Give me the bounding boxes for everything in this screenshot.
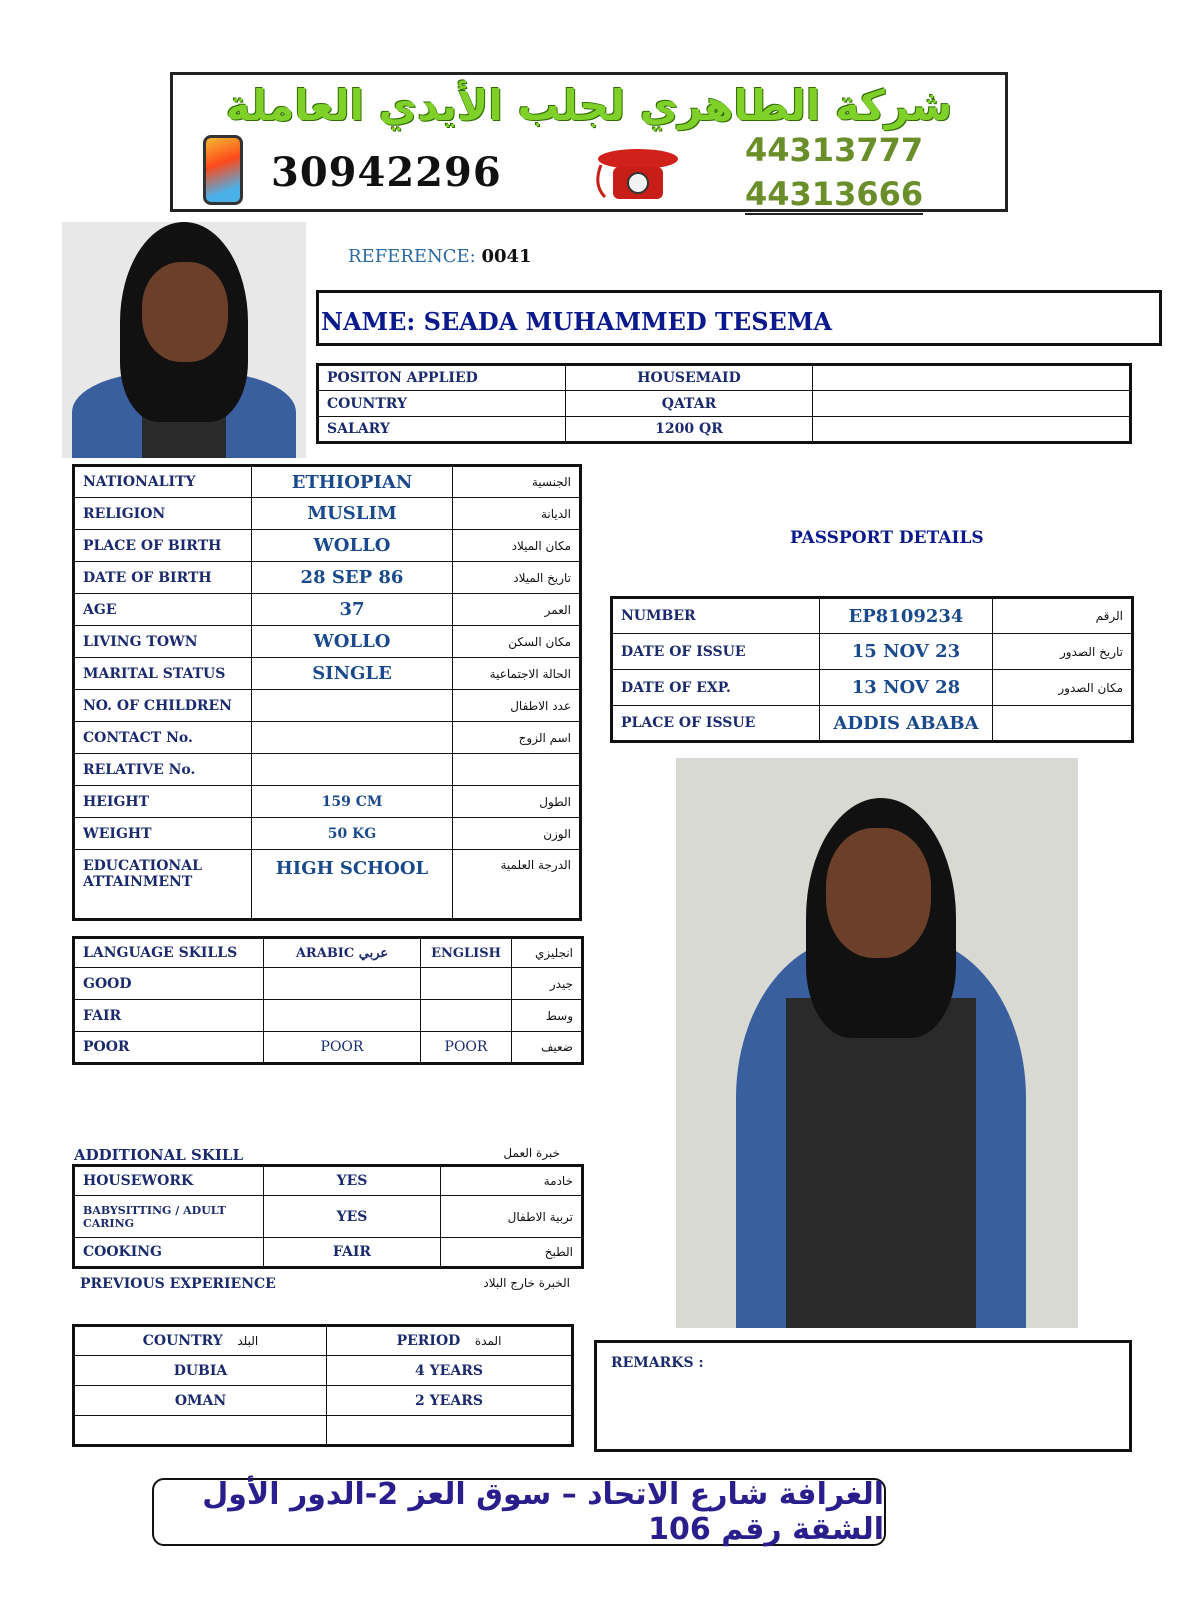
english-column-header-ar: انجليزي (512, 938, 583, 968)
field-label-ar: الحالة الاجتماعية (453, 658, 581, 690)
language-skills-table (72, 936, 584, 1065)
name-box (316, 290, 1162, 346)
field-value: HIGH SCHOOL (252, 850, 453, 920)
field-label-ar: الطول (453, 786, 581, 818)
experience-country: OMAN (74, 1386, 327, 1416)
field-label: AGE (74, 594, 252, 626)
mobile-number: 30942296 (271, 149, 502, 196)
previous-experience-table (72, 1324, 574, 1447)
job-label: SALARY (318, 417, 566, 443)
english-level (421, 968, 512, 1000)
table-row (74, 1386, 573, 1416)
footer-address: الغرافة شارع الاتحاد – سوق العز 2-الدور الأول الشقة رقم 106 (202, 1477, 884, 1547)
language-header-label: LANGUAGE SKILLS (74, 938, 264, 968)
landline-1: 44313777 (745, 131, 924, 169)
field-label: NATIONALITY (74, 466, 252, 498)
field-value: WOLLO (252, 626, 453, 658)
table-row (74, 1238, 583, 1268)
field-value: 15 NOV 23 (820, 634, 993, 670)
company-name: شركة الطاهري لجلب الأيدي العاملة (225, 81, 953, 130)
table-row (74, 1416, 573, 1446)
field-label: WEIGHT (74, 818, 252, 850)
level-label-ar: جيدر (512, 968, 583, 1000)
field-value (252, 722, 453, 754)
skill-value: FAIR (264, 1238, 441, 1268)
skill-label: HOUSEWORK (74, 1166, 264, 1196)
company-banner (170, 72, 1008, 212)
experience-period: 4 YEARS (327, 1356, 573, 1386)
period-column-header (327, 1326, 573, 1356)
job-value: HOUSEMAID (566, 365, 813, 391)
applicant-full-photo (676, 758, 1078, 1328)
english-level: POOR (421, 1032, 512, 1064)
field-label-ar: عدد الاطفال (453, 690, 581, 722)
field-label: EDUCATIONAL ATTAINMENT (74, 850, 252, 920)
table-row (318, 391, 1131, 417)
additional-skill-title: ADDITIONAL SKILL (74, 1146, 244, 1164)
remarks-label: REMARKS : (611, 1355, 704, 1371)
reference-value: 0041 (481, 246, 532, 267)
arabic-level (264, 968, 421, 1000)
field-label-ar: تاريخ الصدور (993, 634, 1133, 670)
level-label-ar: ضعيف (512, 1032, 583, 1064)
previous-experience-title: PREVIOUS EXPERIENCE (80, 1276, 276, 1292)
table-row (74, 818, 581, 850)
field-label: NO. OF CHILDREN (74, 690, 252, 722)
table-row (318, 365, 1131, 391)
additional-skill-title-ar: خبرة العمل (503, 1146, 560, 1160)
table-row (74, 754, 581, 786)
experience-country (74, 1416, 327, 1446)
job-label: POSITON APPLIED (318, 365, 566, 391)
period-header-en: PERIOD (396, 1333, 461, 1349)
field-label: LIVING TOWN (74, 626, 252, 658)
level-label-ar: وسط (512, 1000, 583, 1032)
previous-experience-title-ar: الخبرة خارج البلاد (483, 1276, 570, 1290)
field-label-ar: الدرجة العلمية (453, 850, 581, 920)
skill-label: BABYSITTING / ADULT CARING (74, 1196, 264, 1238)
field-value: EP8109234 (820, 598, 993, 634)
experience-country: DUBIA (74, 1356, 327, 1386)
field-label-ar (993, 706, 1133, 742)
address-box (152, 1478, 886, 1546)
skill-value: YES (264, 1196, 441, 1238)
table-row (612, 598, 1133, 634)
skill-label: COOKING (74, 1238, 264, 1268)
table-row (74, 466, 581, 498)
field-label-ar: مكان الصدور (993, 670, 1133, 706)
field-label-ar: الجنسية (453, 466, 581, 498)
table-row (74, 1000, 583, 1032)
table-row (612, 670, 1133, 706)
table-row (318, 417, 1131, 443)
field-label: CONTACT No. (74, 722, 252, 754)
job-label: COUNTRY (318, 391, 566, 417)
field-value: 37 (252, 594, 453, 626)
field-value: 50 KG (252, 818, 453, 850)
table-row (74, 594, 581, 626)
field-label-ar: اسم الزوج (453, 722, 581, 754)
level-label: GOOD (74, 968, 264, 1000)
reference (348, 246, 532, 267)
field-value (252, 754, 453, 786)
table-row (74, 1032, 583, 1064)
landline-2: 44313666 (745, 175, 924, 213)
field-value: ADDIS ABABA (820, 706, 993, 742)
arabic-column-header: ARABIC عربي (264, 938, 421, 968)
level-label: FAIR (74, 1000, 264, 1032)
table-row (74, 1326, 573, 1356)
table-row (74, 498, 581, 530)
field-label: MARITAL STATUS (74, 658, 252, 690)
country-column-header (74, 1326, 327, 1356)
field-label: RELATIVE No. (74, 754, 252, 786)
table-row (74, 1356, 573, 1386)
table-row (74, 690, 581, 722)
country-header-en: COUNTRY (142, 1333, 223, 1349)
table-row (74, 658, 581, 690)
field-value: 159 CM (252, 786, 453, 818)
skill-label-ar: خادمة (441, 1166, 583, 1196)
field-label-ar: العمر (453, 594, 581, 626)
reference-label: REFERENCE: (348, 246, 476, 267)
field-label-ar: تاريخ الميلاد (453, 562, 581, 594)
level-label: POOR (74, 1032, 264, 1064)
field-label-ar: الرقم (993, 598, 1133, 634)
field-label: DATE OF BIRTH (74, 562, 252, 594)
field-label: DATE OF ISSUE (612, 634, 820, 670)
table-row (74, 850, 581, 920)
arabic-level (264, 1000, 421, 1032)
job-value: QATAR (566, 391, 813, 417)
english-level (421, 1000, 512, 1032)
field-label-ar: الوزن (453, 818, 581, 850)
field-value: MUSLIM (252, 498, 453, 530)
passport-title: PASSPORT DETAILS (790, 528, 984, 548)
experience-period: 2 YEARS (327, 1386, 573, 1416)
field-value: SINGLE (252, 658, 453, 690)
field-label-ar: الديانة (453, 498, 581, 530)
skill-value: YES (264, 1166, 441, 1196)
table-row (74, 1166, 583, 1196)
applicant-name: NAME: SEADA MUHAMMED TESEMA (321, 307, 833, 336)
table-row (74, 626, 581, 658)
arabic-level: POOR (264, 1032, 421, 1064)
field-label: RELIGION (74, 498, 252, 530)
skill-label-ar: الطبخ (441, 1238, 583, 1268)
table-row (74, 530, 581, 562)
field-label: NUMBER (612, 598, 820, 634)
period-header-ar: المدة (474, 1334, 502, 1348)
field-value: ETHIOPIAN (252, 466, 453, 498)
field-value (252, 690, 453, 722)
field-label: PLACE OF BIRTH (74, 530, 252, 562)
table-row (74, 562, 581, 594)
field-value: WOLLO (252, 530, 453, 562)
field-label-ar: مكان السكن (453, 626, 581, 658)
table-row (612, 706, 1133, 742)
table-row (74, 786, 581, 818)
english-column-header: ENGLISH (421, 938, 512, 968)
telephone-icon (593, 145, 683, 201)
country-header-ar: البلد (237, 1334, 259, 1348)
additional-skill-table (72, 1164, 584, 1269)
table-row (612, 634, 1133, 670)
mobile-phone-icon (203, 135, 243, 205)
skill-label-ar: تربية الاطفال (441, 1196, 583, 1238)
field-value: 13 NOV 28 (820, 670, 993, 706)
applicant-portrait-photo (62, 222, 306, 458)
experience-period (327, 1416, 573, 1446)
field-label-ar (453, 754, 581, 786)
field-label: HEIGHT (74, 786, 252, 818)
job-value: 1200 QR (566, 417, 813, 443)
table-row (74, 968, 583, 1000)
field-value: 28 SEP 86 (252, 562, 453, 594)
table-row (74, 938, 583, 968)
job-table (316, 363, 1132, 444)
personal-details-table (72, 464, 582, 921)
table-row (74, 1196, 583, 1238)
passport-table (610, 596, 1134, 743)
field-label-ar: مكان الميلاد (453, 530, 581, 562)
table-row (74, 722, 581, 754)
remarks-box (594, 1340, 1132, 1452)
field-label: DATE OF EXP. (612, 670, 820, 706)
field-label: PLACE OF ISSUE (612, 706, 820, 742)
